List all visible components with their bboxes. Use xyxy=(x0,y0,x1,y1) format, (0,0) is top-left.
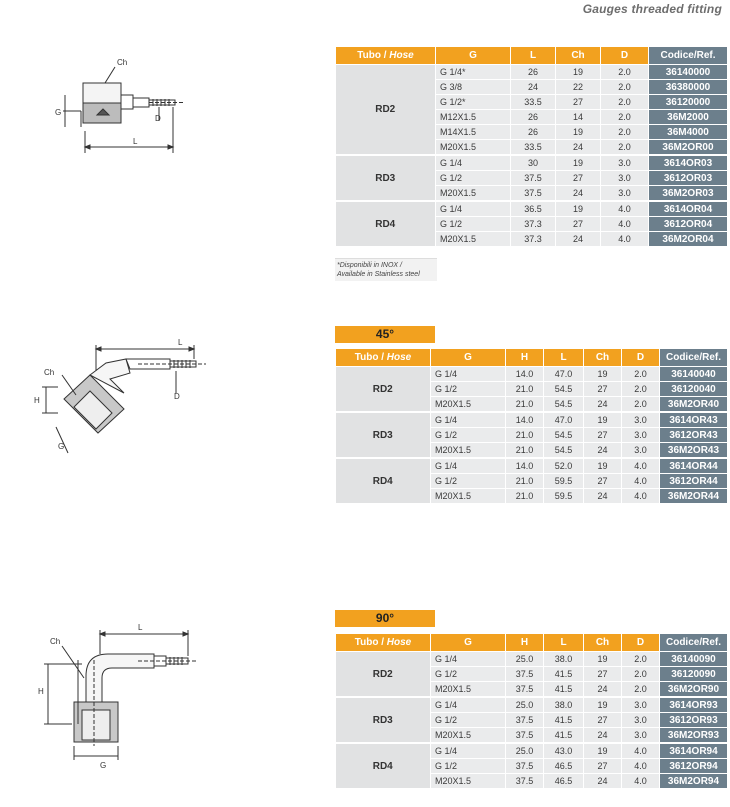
ch-label: Ch xyxy=(117,58,128,67)
header-tubo: Tubo / Hose xyxy=(336,47,436,65)
table-row: G 1/2 37.3 27 4.0 3612OR04 xyxy=(336,217,728,232)
straight-fitting-drawing xyxy=(45,55,195,155)
stainless-footnote xyxy=(335,258,437,281)
table-row: G 1/2 21.0 54.5 27 3.0 3612OR43 xyxy=(336,428,728,443)
fitting-45-drawing xyxy=(28,335,208,465)
straight-fitting-table xyxy=(335,46,728,248)
group-cell: RD2 xyxy=(336,652,431,698)
group-cell: RD4 xyxy=(336,458,431,504)
l-label: L xyxy=(133,137,138,146)
table-row: RD2 G 1/4 25.0 38.0 19 2.0 36140090 xyxy=(336,652,728,667)
header-h: H xyxy=(506,349,544,367)
table-header-row xyxy=(336,349,728,367)
table-row: M12X1.5 26 14 2.0 36M2000 xyxy=(336,110,728,125)
footnote-line-2: Available in Stainless steel xyxy=(337,271,420,278)
table-row: RD3 G 1/4 25.0 38.0 19 3.0 3614OR93 xyxy=(336,697,728,713)
g-label: G xyxy=(55,108,62,117)
table-row: M20X1.5 33.5 24 2.0 36M2OR00 xyxy=(336,140,728,156)
page-title: Gauges threaded fitting xyxy=(582,2,722,16)
group-cell: RD4 xyxy=(336,743,431,789)
header-code: Codice/Ref. xyxy=(660,634,728,652)
l-label: L xyxy=(138,623,143,632)
table-row: M20X1.5 37.5 46.5 24 4.0 36M2OR94 xyxy=(336,774,728,790)
section-label-90: 90° xyxy=(335,610,435,627)
table-row: RD2 G 1/4 14.0 47.0 19 2.0 36140040 xyxy=(336,367,728,382)
h-label: H xyxy=(38,687,44,696)
header-h: H xyxy=(506,634,544,652)
table-row: M20X1.5 21.0 54.5 24 3.0 36M2OR43 xyxy=(336,443,728,459)
table-row: M20X1.5 37.5 24 3.0 36M2OR03 xyxy=(336,186,728,202)
header-g: G xyxy=(436,47,511,65)
table-row: M20X1.5 21.0 54.5 24 2.0 36M2OR40 xyxy=(336,397,728,413)
header-d: D xyxy=(601,47,649,65)
header-tubo: Tubo / Hose xyxy=(336,349,431,367)
d-label: D xyxy=(155,114,161,123)
header-ch: Ch xyxy=(584,349,622,367)
header-g: G xyxy=(431,634,506,652)
header-ch: Ch xyxy=(556,47,601,65)
header-l: L xyxy=(544,634,584,652)
group-cell: RD4 xyxy=(336,201,436,247)
header-d: D xyxy=(622,349,660,367)
table-row: G 1/2 21.0 59.5 27 4.0 3612OR44 xyxy=(336,474,728,489)
table-row: G 1/2 37.5 41.5 27 2.0 36120090 xyxy=(336,667,728,682)
header-tubo: Tubo / Hose xyxy=(336,634,431,652)
table-row: M20X1.5 37.3 24 4.0 36M2OR04 xyxy=(336,232,728,248)
d-label: D xyxy=(174,392,180,401)
section-label-45: 45° xyxy=(335,326,435,343)
header-l: L xyxy=(544,349,584,367)
table-row: RD2 G 1/4* 26 19 2.0 36140000 xyxy=(336,65,728,80)
group-cell: RD3 xyxy=(336,412,431,458)
table-row: RD3 G 1/4 14.0 47.0 19 3.0 3614OR43 xyxy=(336,412,728,428)
group-cell: RD3 xyxy=(336,697,431,743)
group-cell: RD2 xyxy=(336,367,431,413)
table-row: RD4 G 1/4 36.5 19 4.0 3614OR04 xyxy=(336,201,728,217)
header-ch: Ch xyxy=(584,634,622,652)
table-row: G 1/2* 33.5 27 2.0 36120000 xyxy=(336,95,728,110)
group-cell: RD2 xyxy=(336,65,436,156)
header-code: Codice/Ref. xyxy=(660,349,728,367)
table-row: G 1/2 37.5 41.5 27 3.0 3612OR93 xyxy=(336,713,728,728)
table-row: RD4 G 1/4 25.0 43.0 19 4.0 3614OR94 xyxy=(336,743,728,759)
table-row: G 1/2 37.5 27 3.0 3612OR03 xyxy=(336,171,728,186)
g-label: G xyxy=(58,442,65,451)
fitting-45-table xyxy=(335,348,728,505)
h-label: H xyxy=(34,396,40,405)
group-cell: RD3 xyxy=(336,155,436,201)
table-row: M20X1.5 37.5 41.5 24 3.0 36M2OR93 xyxy=(336,728,728,744)
fitting-90-table xyxy=(335,633,728,790)
table-header-row xyxy=(336,47,728,65)
header-g: G xyxy=(431,349,506,367)
fitting-90-drawing xyxy=(38,620,198,770)
ch-label: Ch xyxy=(50,637,61,646)
table-row: M20X1.5 37.5 41.5 24 2.0 36M2OR90 xyxy=(336,682,728,698)
footnote-line-1: *Disponibili in INOX / xyxy=(337,262,402,269)
g-label: G xyxy=(100,761,107,770)
table-row: M20X1.5 21.0 59.5 24 4.0 36M2OR44 xyxy=(336,489,728,505)
table-row: G 1/2 37.5 46.5 27 4.0 3612OR94 xyxy=(336,759,728,774)
l-label: L xyxy=(178,338,183,347)
header-code: Codice/Ref. xyxy=(649,47,728,65)
ch-label: Ch xyxy=(44,368,55,377)
table-row: RD4 G 1/4 14.0 52.0 19 4.0 3614OR44 xyxy=(336,458,728,474)
table-row: G 1/2 21.0 54.5 27 2.0 36120040 xyxy=(336,382,728,397)
header-l: L xyxy=(511,47,556,65)
table-row: M14X1.5 26 19 2.0 36M4000 xyxy=(336,125,728,140)
header-d: D xyxy=(622,634,660,652)
table-header-row xyxy=(336,634,728,652)
table-row: RD3 G 1/4 30 19 3.0 3614OR03 xyxy=(336,155,728,171)
table-row: G 3/8 24 22 2.0 36380000 xyxy=(336,80,728,95)
